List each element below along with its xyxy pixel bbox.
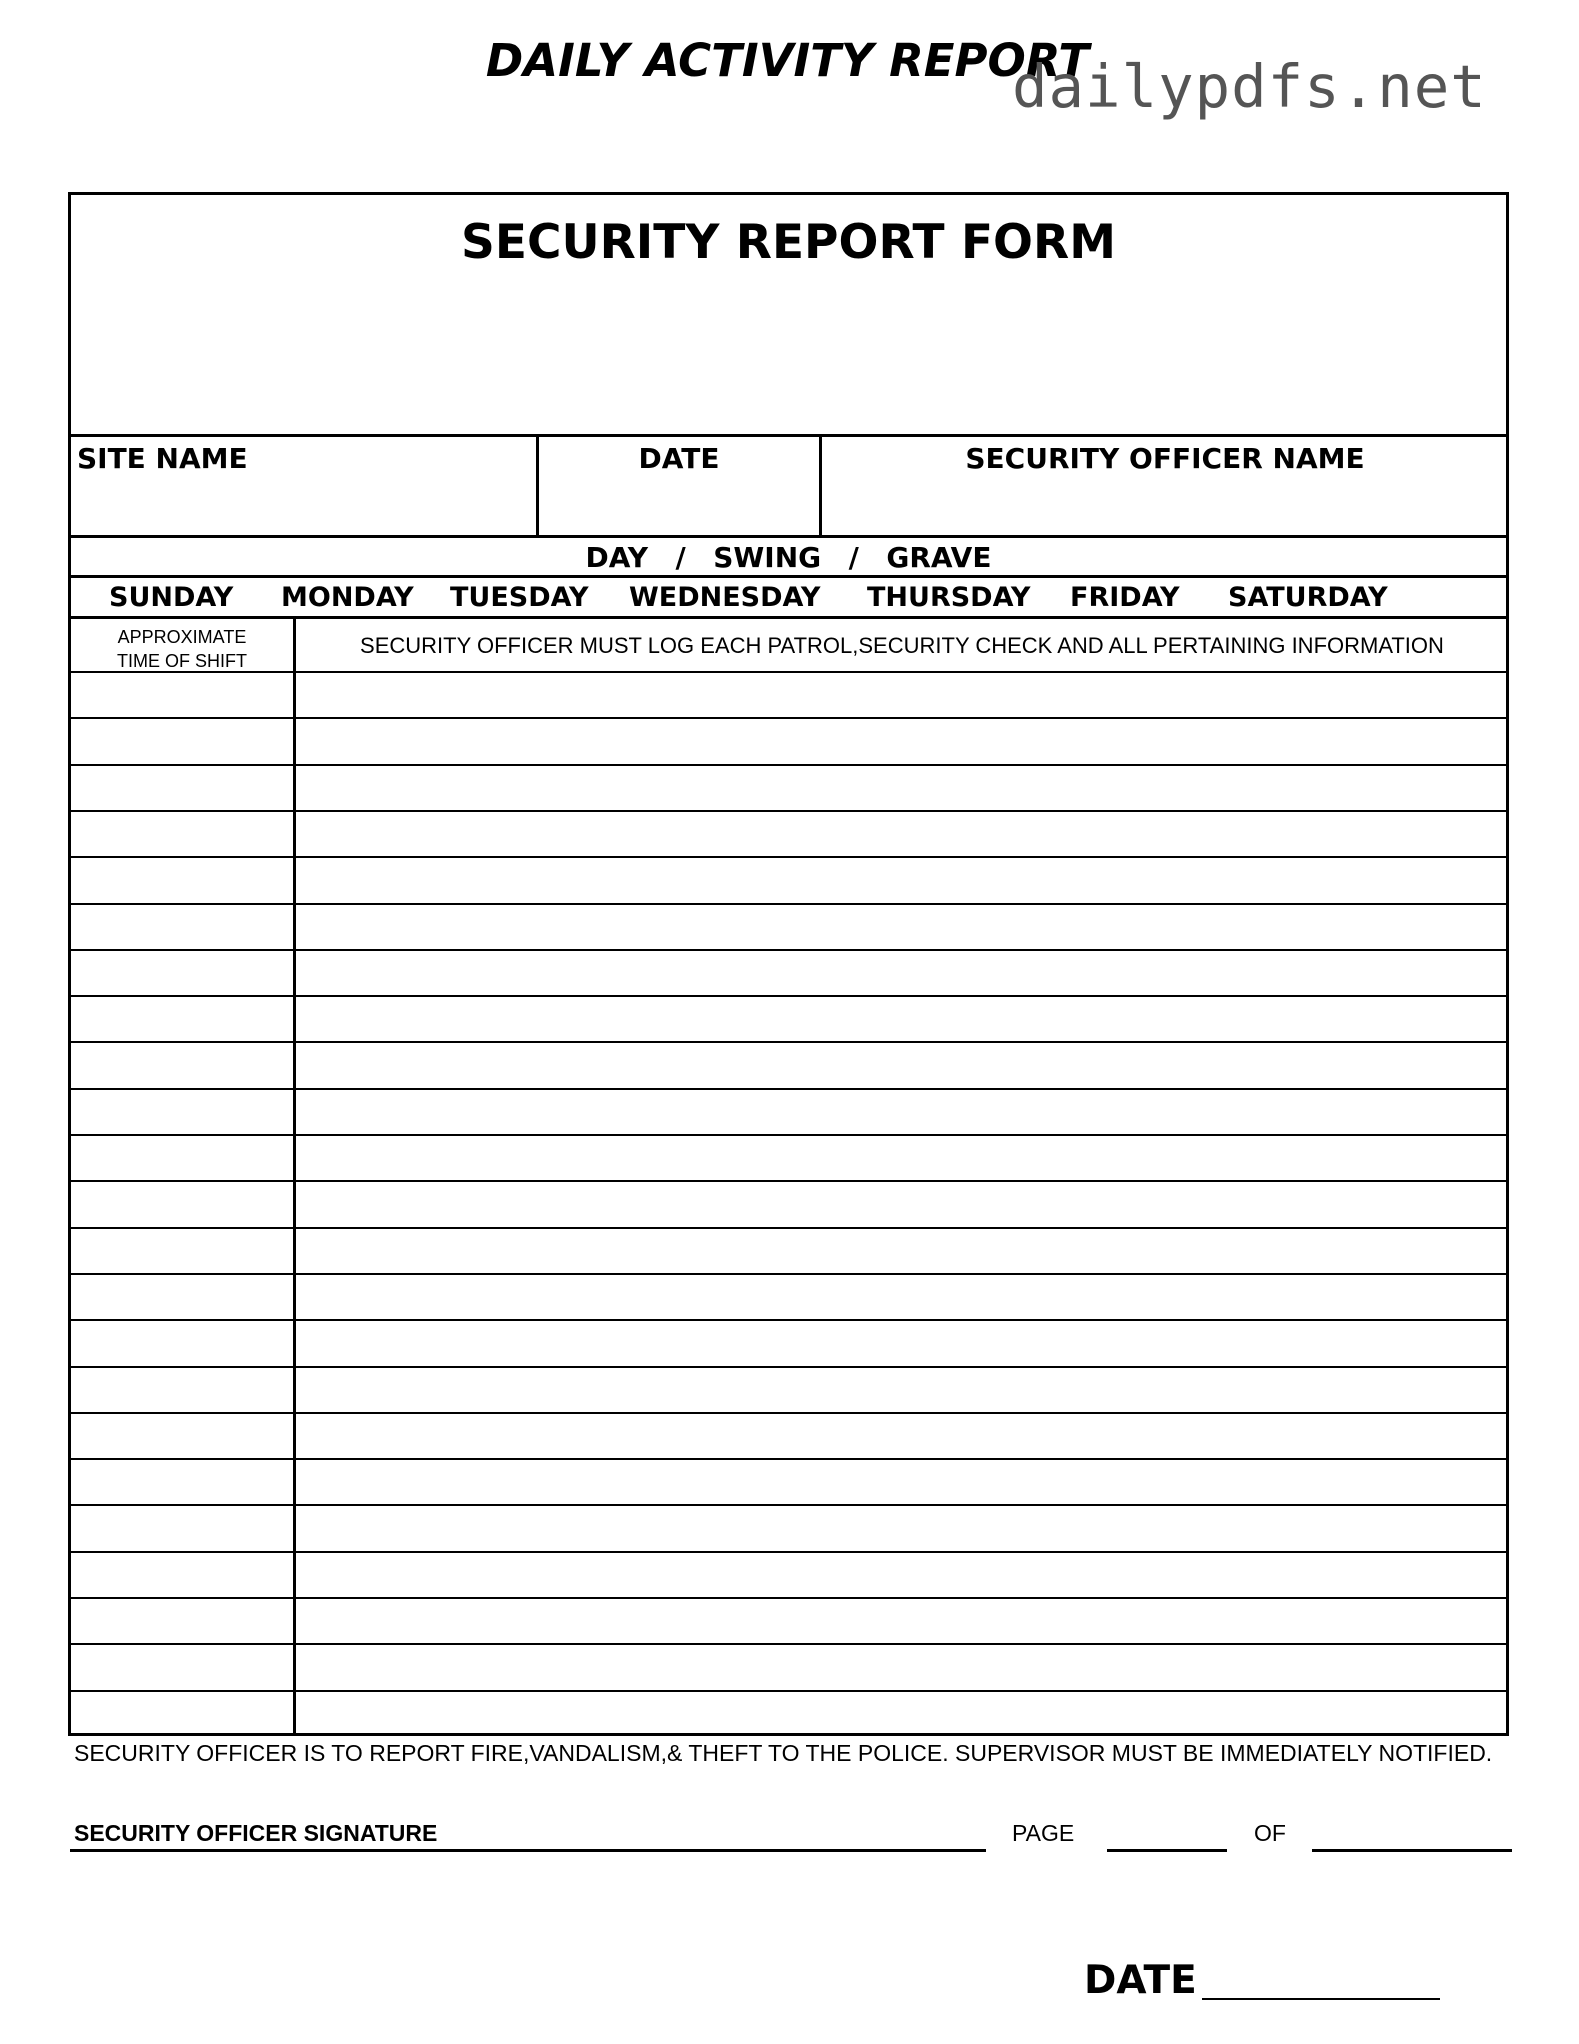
page-number-field[interactable] bbox=[1107, 1849, 1227, 1852]
document-title: DAILY ACTIVITY REPORT bbox=[485, 34, 1090, 87]
table-row[interactable] bbox=[71, 1319, 1506, 1321]
day-friday: FRIDAY bbox=[1070, 582, 1180, 613]
table-row[interactable] bbox=[71, 810, 1506, 812]
table-row[interactable] bbox=[71, 1504, 1506, 1506]
divider bbox=[71, 434, 1506, 437]
table-row[interactable] bbox=[71, 949, 1506, 951]
bottom-date-label: DATE bbox=[1084, 1958, 1197, 2003]
report-notice: SECURITY OFFICER IS TO REPORT FIRE,VANDALISM,& THEFT TO THE POLICE. SUPERVISOR MUST BE IMMEDIATELY NOTIFIED. bbox=[74, 1740, 1493, 1766]
table-row[interactable] bbox=[71, 1134, 1506, 1136]
day-sunday: SUNDAY bbox=[109, 582, 234, 613]
time-column-header-line1: APPROXIMATE bbox=[117, 627, 247, 647]
bottom-date-field[interactable] bbox=[1202, 1998, 1440, 2000]
table-row[interactable] bbox=[71, 1458, 1506, 1460]
signature-line[interactable] bbox=[70, 1849, 986, 1852]
table-row[interactable] bbox=[71, 1366, 1506, 1368]
log-column-header: SECURITY OFFICER MUST LOG EACH PATROL,SECURITY CHECK AND ALL PERTAINING INFORMATION bbox=[360, 633, 1444, 658]
table-row[interactable] bbox=[71, 1412, 1506, 1414]
table-row[interactable] bbox=[71, 717, 1506, 719]
table-row[interactable] bbox=[71, 1690, 1506, 1692]
divider bbox=[71, 616, 1506, 619]
day-monday: MONDAY bbox=[281, 582, 414, 613]
divider bbox=[71, 535, 1506, 538]
security-report-form bbox=[68, 192, 1509, 1736]
day-tuesday: TUESDAY bbox=[450, 582, 589, 613]
table-row[interactable] bbox=[71, 856, 1506, 858]
time-column-header bbox=[71, 625, 293, 673]
date-label: DATE bbox=[638, 442, 720, 475]
table-row[interactable] bbox=[71, 1227, 1506, 1229]
day-thursday: THURSDAY bbox=[867, 582, 1031, 613]
table-row[interactable] bbox=[71, 1597, 1506, 1599]
table-row[interactable] bbox=[71, 671, 1506, 673]
signature-label: SECURITY OFFICER SIGNATURE bbox=[74, 1820, 438, 1846]
page-label: PAGE bbox=[1012, 1820, 1075, 1846]
divider bbox=[71, 575, 1506, 578]
day-saturday: SATURDAY bbox=[1228, 582, 1388, 613]
shift-options: DAY / SWING / GRAVE bbox=[585, 541, 992, 574]
table-row[interactable] bbox=[71, 1180, 1506, 1182]
security-officer-name-label: SECURITY OFFICER NAME bbox=[965, 442, 1365, 475]
table-row[interactable] bbox=[71, 1041, 1506, 1043]
table-row[interactable] bbox=[71, 903, 1506, 905]
form-heading: SECURITY REPORT FORM bbox=[461, 215, 1116, 270]
of-label: OF bbox=[1254, 1820, 1286, 1846]
day-wednesday: WEDNESDAY bbox=[629, 582, 821, 613]
page-total-field[interactable] bbox=[1312, 1849, 1512, 1852]
table-row[interactable] bbox=[71, 1273, 1506, 1275]
table-row[interactable] bbox=[71, 1643, 1506, 1645]
site-name-label: SITE NAME bbox=[77, 442, 248, 475]
column-divider bbox=[293, 616, 296, 1736]
table-row[interactable] bbox=[71, 995, 1506, 997]
time-column-header-line2: TIME OF SHIFT bbox=[117, 651, 247, 671]
table-row[interactable] bbox=[71, 1551, 1506, 1553]
table-row[interactable] bbox=[71, 764, 1506, 766]
table-row[interactable] bbox=[71, 1088, 1506, 1090]
watermark-text: dailypdfs.net bbox=[1012, 52, 1487, 121]
